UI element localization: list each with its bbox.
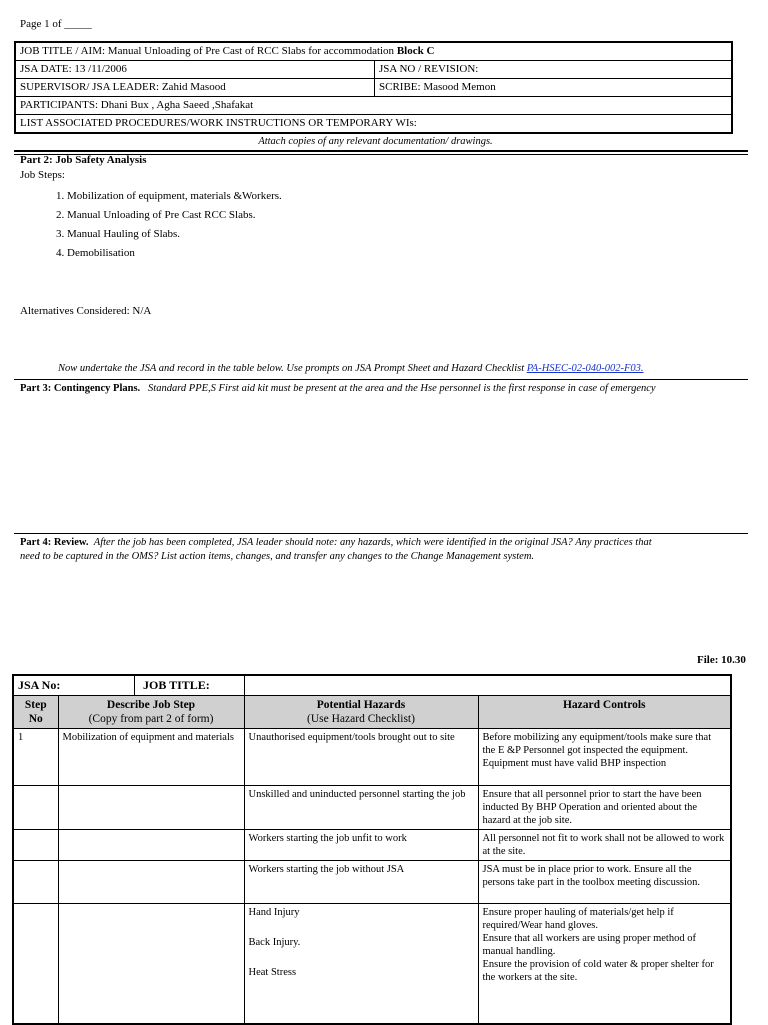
scribe: SCRIBE: Masood Memon xyxy=(375,79,733,97)
jsa-table xyxy=(12,674,732,1025)
table-row xyxy=(13,904,731,1024)
page-number: Page 1 of _____ xyxy=(20,18,92,30)
jsa-no-revision: JSA NO / REVISION: xyxy=(375,61,733,79)
control-cell: JSA must be in place prior to work. Ensure all the persons take part in the toolbox meeting discussion. xyxy=(478,861,731,904)
jsa-header-form xyxy=(14,41,733,134)
jsa-no-label: JSA No: xyxy=(14,676,135,695)
hazard-cell xyxy=(244,904,478,1024)
part4-title: Part 4: Review. xyxy=(20,537,89,548)
list-item: 3. Manual Hauling of Slabs. xyxy=(56,228,181,240)
describe-cell xyxy=(58,904,244,1024)
table-row xyxy=(13,729,731,786)
step-cell: 1 xyxy=(13,729,58,786)
list-item: 4. Demobilisation xyxy=(56,247,135,259)
part3-text: Standard PPE,S First aid kit must be present at the area and the Hse personnel is the first response in case of emergency xyxy=(148,383,656,394)
control-item: Ensure that all workers are using proper method of manual handling. xyxy=(482,933,696,957)
control-item: Ensure the provision of cold water & proper shelter for the workers at the site. xyxy=(482,959,714,983)
control-item: Ensure proper hauling of materials/get help if required/Wear hand gloves. xyxy=(482,907,674,931)
header-step-text: Step xyxy=(24,699,47,711)
hazard-cell: Unskilled and uninducted personnel starting the job xyxy=(244,786,478,830)
header-controls: Hazard Controls xyxy=(478,696,731,729)
alternatives-considered: Alternatives Considered: N/A xyxy=(20,305,152,317)
table-row xyxy=(13,861,731,904)
part4-section xyxy=(20,536,748,564)
header-hazards-sub: (Use Hazard Checklist) xyxy=(307,713,415,725)
divider xyxy=(14,379,748,380)
hazard-item: Hand Injury xyxy=(248,907,300,918)
header-step-sub: No xyxy=(28,713,43,725)
part2-title: Part 2: Job Safety Analysis xyxy=(20,154,147,166)
jsa-instruction xyxy=(58,362,644,376)
jsa-title-row xyxy=(13,675,731,696)
job-title-cell xyxy=(15,42,732,61)
step-cell xyxy=(13,786,58,830)
jsa-job-title-label: JOB TITLE: xyxy=(143,678,210,692)
supervisor: SUPERVISOR/ JSA LEADER: Zahid Masood xyxy=(15,79,375,97)
control-cell: Before mobilizing any equipment/tools make sure that the E &P Personnel got inspected the equipment. Equipment must have valid BHP inspection xyxy=(478,729,731,786)
part4-text-line1: After the job has been completed, JSA leader should note: any hazards, which were identified in the original JSA? Any practices that xyxy=(93,537,652,548)
job-steps-label: Job Steps: xyxy=(20,169,65,181)
describe-cell xyxy=(58,830,244,861)
hazard-checklist-link[interactable]: PA-HSEC-02-040-002-F03. xyxy=(526,363,644,374)
instruction-text: Now undertake the JSA and record in the table below. Use prompts on JSA Prompt Sheet and Hazard Checklist xyxy=(58,363,527,374)
list-item: 2. Manual Unloading of Pre Cast RCC Slabs. xyxy=(56,209,256,221)
attach-note: Attach copies of any relevant documentation/ drawings. xyxy=(258,136,493,147)
hazard-item: Back Injury. xyxy=(248,937,301,948)
control-cell: Ensure that all personnel prior to start the have been inducted By BHP Operation and oriented about the hazard at the job site. xyxy=(478,786,731,830)
describe-cell xyxy=(58,786,244,830)
step-cell xyxy=(13,904,58,1024)
participants: PARTICIPANTS: Dhani Bux , Agha Saeed ,Shafakat xyxy=(15,97,732,115)
file-label: File: 10.30 xyxy=(697,654,746,666)
hazard-item: Heat Stress xyxy=(248,967,297,978)
hazard-cell: Unauthorised equipment/tools brought out to site xyxy=(244,729,478,786)
part3-section xyxy=(20,382,656,396)
job-steps-list xyxy=(56,187,282,263)
describe-cell: Mobilization of equipment and materials xyxy=(58,729,244,786)
table-row xyxy=(13,830,731,861)
jsa-no-cell xyxy=(13,675,244,696)
header-describe-text: Describe Job Step xyxy=(106,699,196,711)
header-hazards xyxy=(244,696,478,729)
describe-cell xyxy=(58,861,244,904)
hazard-cell: Workers starting the job without JSA xyxy=(244,861,478,904)
part4-text-line2: need to be captured in the OMS? List action items, changes, and transfer any changes to the Change Management system. xyxy=(20,551,535,562)
header-hazards-text: Potential Hazards xyxy=(316,699,406,711)
control-cell xyxy=(478,904,731,1024)
associated-procedures: LIST ASSOCIATED PROCEDURES/WORK INSTRUCTIONS OR TEMPORARY WIs: xyxy=(15,115,732,134)
jsa-date: JSA DATE: 13 /11/2006 xyxy=(15,61,375,79)
list-item: 1. Mobilization of equipment, materials &Workers. xyxy=(56,190,282,202)
hazard-cell: Workers starting the job unfit to work xyxy=(244,830,478,861)
job-title-block: Block C xyxy=(396,45,435,57)
step-cell xyxy=(13,861,58,904)
step-cell xyxy=(13,830,58,861)
divider xyxy=(14,533,748,534)
part3-title: Part 3: Contingency Plans. xyxy=(20,383,141,394)
header-step xyxy=(13,696,58,729)
table-row xyxy=(13,786,731,830)
header-describe xyxy=(58,696,244,729)
header-describe-sub: (Copy from part 2 of form) xyxy=(88,713,214,725)
control-cell: All personnel not fit to work shall not be allowed to work at the site. xyxy=(478,830,731,861)
divider xyxy=(14,150,748,152)
jsa-header-row xyxy=(13,696,731,729)
job-title: JOB TITLE / AIM: Manual Unloading of Pre Cast of RCC Slabs for accommodation xyxy=(20,45,397,57)
jsa-title-blank xyxy=(244,675,731,696)
